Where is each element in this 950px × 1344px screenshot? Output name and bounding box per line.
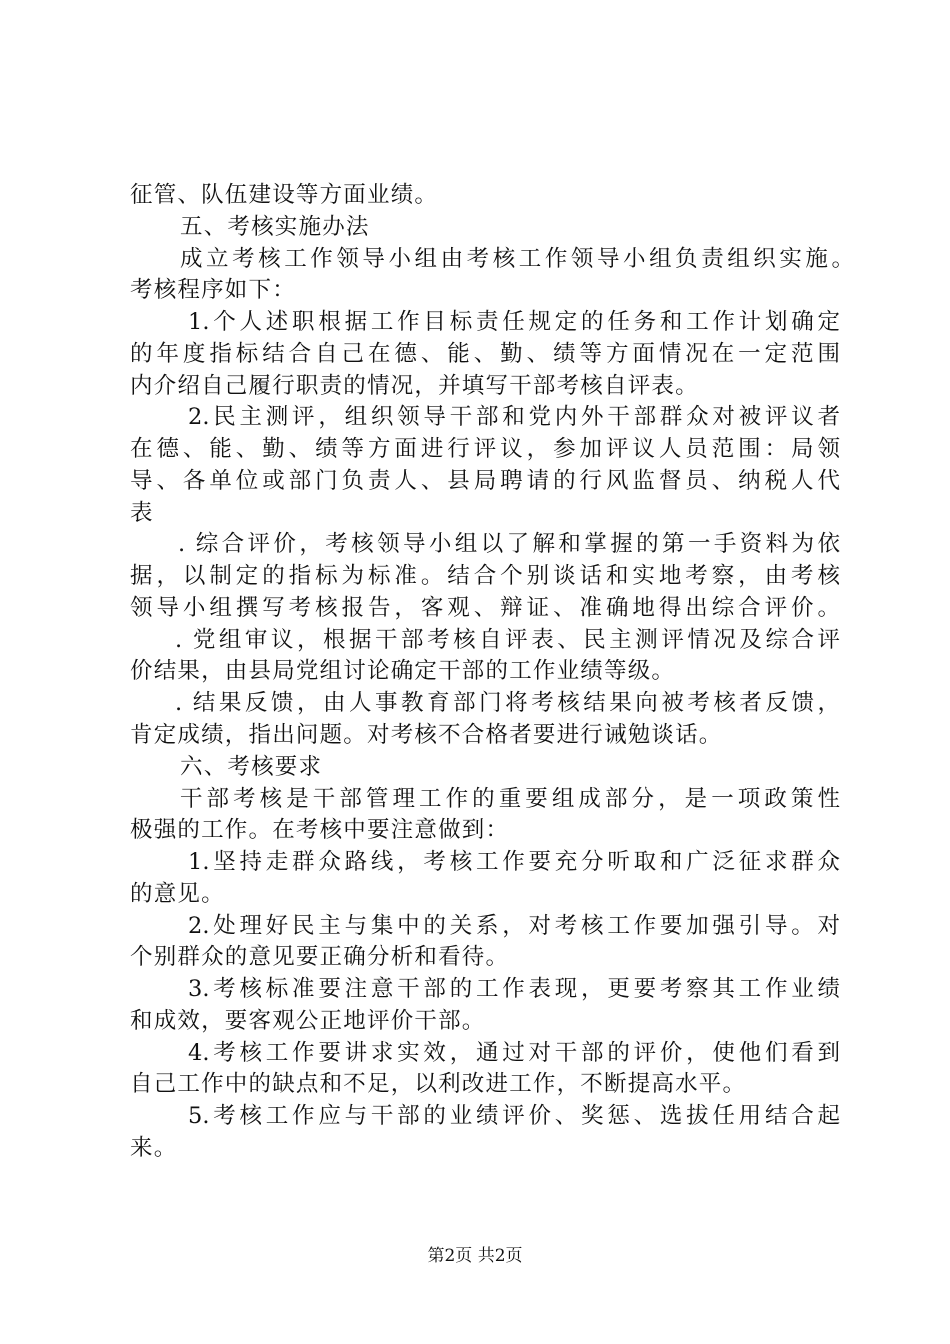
text-line: 1.坚持走群众路线，考核工作要充分听取和广泛征求群众: [188, 849, 840, 875]
text-line: 价结果，由县局党组讨论确定干部的工作业绩等级。: [130, 658, 676, 684]
text-line: 表: [130, 500, 154, 526]
text-line: 来。: [130, 1135, 178, 1161]
text-line: 4.考核工作要讲求实效，通过对干部的评价，使他们看到: [188, 1040, 840, 1066]
text-line: 在德、能、勤、绩等方面进行评议，参加评议人员范围：局领: [130, 436, 840, 462]
text-line: 考核程序如下：: [130, 277, 296, 303]
section-heading: 六、考核要求: [180, 754, 323, 780]
text-line: 的年度指标结合自己在德、能、勤、绩等方面情况在一定范围: [130, 341, 840, 367]
text-line: 和成效，要客观公正地评价干部。: [130, 1008, 486, 1034]
text-line: 极强的工作。在考核中要注意做到：: [130, 817, 510, 843]
text-line: . 综合评价，考核领导小组以了解和掌握的第一手资料为依: [178, 531, 840, 557]
text-line: . 党组审议，根据干部考核自评表、民主测评情况及综合评: [175, 627, 840, 653]
text-line: 征管、队伍建设等方面业绩。: [130, 182, 439, 208]
text-line: 自己工作中的缺点和不足，以利改进工作，不断提高水平。: [130, 1071, 747, 1097]
text-line: 的意见。: [130, 881, 225, 907]
page-number: 第2页 共2页: [427, 1246, 523, 1266]
text-line: 3.考核标准要注意干部的工作表现，更要考察其工作业绩: [188, 976, 840, 1002]
text-line: 导、各单位或部门负责人、县局聘请的行风监督员、纳税人代: [130, 468, 840, 494]
section-heading: 五、考核实施办法: [180, 214, 370, 240]
text-line: 成立考核工作领导小组由考核工作领导小组负责组织实施。: [180, 246, 854, 272]
text-line: 干部考核是干部管理工作的重要组成部分，是一项政策性: [180, 786, 840, 812]
text-line: 2.民主测评，组织领导干部和党内外干部群众对被评议者: [188, 404, 840, 430]
text-line: 肯定成绩，指出问题。对考核不合格者要进行诫勉谈话。: [130, 722, 723, 748]
text-line: 领导小组撰写考核报告，客观、辩证、准确地得出综合评价。: [130, 595, 840, 621]
text-line: 据，以制定的指标为标准。结合个别谈话和实地考察，由考核: [130, 563, 840, 589]
text-line: 1.个人述职根据工作目标责任规定的任务和工作计划确定: [188, 309, 840, 335]
text-line: 5.考核工作应与干部的业绩评价、奖惩、选拔任用结合起: [188, 1103, 840, 1129]
text-line: 个别群众的意见要正确分析和看待。: [130, 944, 510, 970]
text-line: 2.处理好民主与集中的关系，对考核工作要加强引导。对: [188, 913, 840, 939]
text-line: 内介绍自己履行职责的情况，并填写干部考核自评表。: [130, 373, 699, 399]
text-line: . 结果反馈，由人事教育部门将考核结果向被考核者反馈，: [175, 690, 840, 716]
